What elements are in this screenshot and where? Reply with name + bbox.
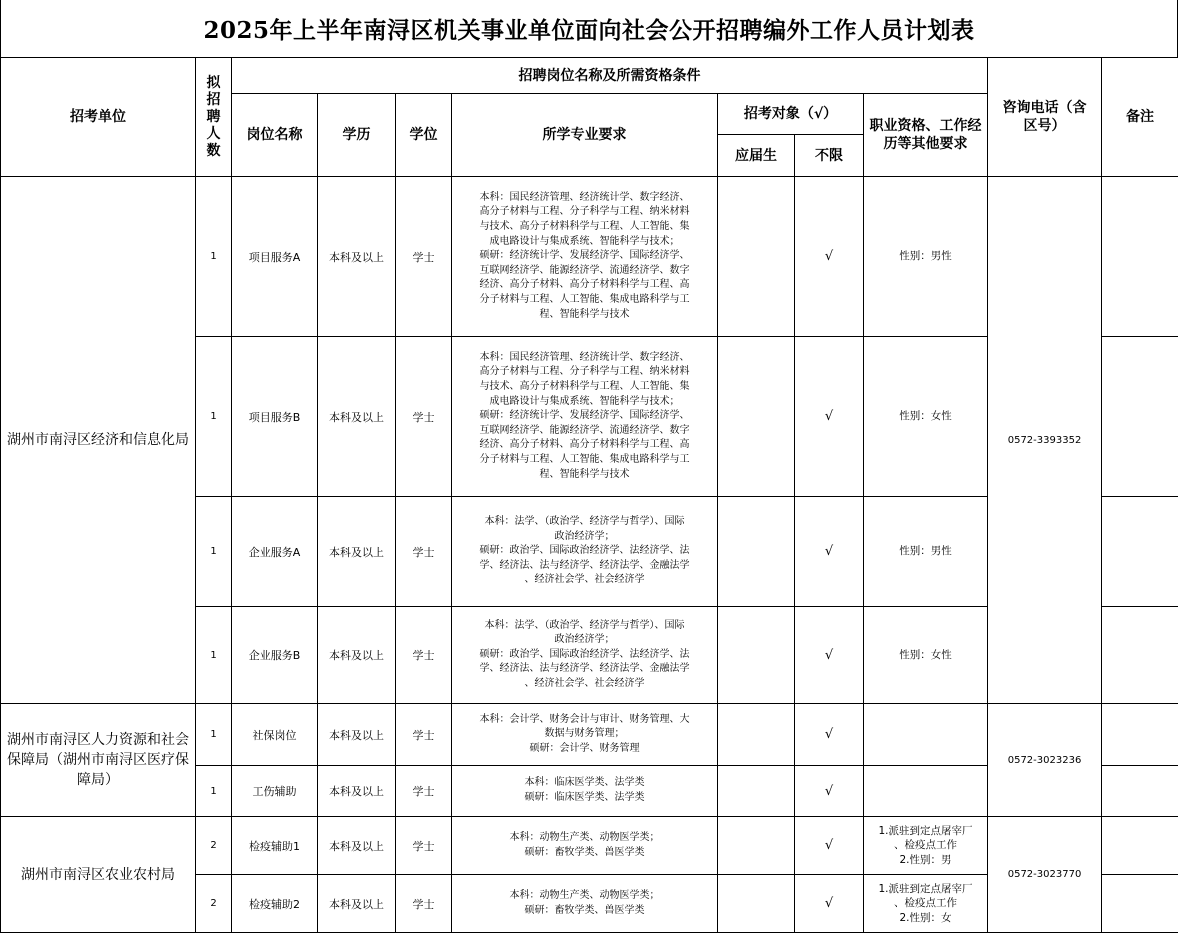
major-requirements <box>452 875 718 933</box>
education: 本科及以上 <box>318 766 396 817</box>
other-requirements <box>864 875 988 933</box>
remark <box>1102 177 1178 337</box>
unit-name: 湖州市南浔区人力资源和社会保障局（湖州市南浔区医疗保障局） <box>1 704 196 817</box>
graduate-check <box>718 704 795 766</box>
graduate-check <box>718 607 795 704</box>
unlimited-check: √ <box>795 607 864 704</box>
other-requirements: 性别：男性 <box>864 497 988 607</box>
remark <box>1102 607 1178 704</box>
header-graduate: 应届生 <box>718 135 795 177</box>
degree: 学士 <box>396 875 452 933</box>
degree: 学士 <box>396 704 452 766</box>
header-target: 招考对象（√） <box>718 94 864 135</box>
position-name: 企业服务A <box>232 497 318 607</box>
position-name: 工伤辅助 <box>232 766 318 817</box>
header-position-name: 岗位名称 <box>232 94 318 177</box>
major-requirements-line: 成电路设计与集成系统、智能科学与技术； <box>489 395 680 407</box>
table-row <box>1 177 1178 337</box>
hiring-count: 2 <box>196 875 232 933</box>
unlimited-check: √ <box>795 875 864 933</box>
contact-phone: 0572-3023770 <box>988 817 1102 933</box>
header-education: 学历 <box>318 94 396 177</box>
unit-name: 湖州市南浔区农业农村局 <box>1 817 196 933</box>
contact-phone: 0572-3023236 <box>988 704 1102 817</box>
other-requirements <box>864 817 988 875</box>
recruitment-plan-table <box>0 57 1178 933</box>
graduate-check <box>718 766 795 817</box>
header-other-requirements: 职业资格、工作经历等其他要求 <box>864 94 988 177</box>
unlimited-check: √ <box>795 337 864 497</box>
major-requirements <box>452 766 718 817</box>
other-requirements-line: 2.性别：男 <box>899 853 952 866</box>
remark <box>1102 817 1178 875</box>
table-row <box>1 704 1178 766</box>
header-unlimited: 不限 <box>795 135 864 177</box>
other-requirements: 性别：男性 <box>864 177 988 337</box>
hiring-count: 1 <box>196 766 232 817</box>
major-requirements-line: 本科：法学、（政治学、经济学与哲学）、国际 <box>484 619 685 631</box>
major-requirements <box>452 607 718 704</box>
major-requirements-line: 硕研：政治学、国际政治经济学、法经济学、法 <box>479 545 690 557</box>
major-requirements-line: 高分子材料与工程、分子科学与工程、纳米材料 <box>479 366 690 378</box>
remark <box>1102 497 1178 607</box>
graduate-check <box>718 497 795 607</box>
education: 本科及以上 <box>318 497 396 607</box>
other-requirements-line: 1.派驻到定点屠宰厂 <box>878 824 973 837</box>
position-name: 检疫辅助1 <box>232 817 318 875</box>
table-row <box>1 817 1178 875</box>
major-requirements-line: 硕研：会计学、财务管理 <box>529 742 640 754</box>
major-requirements <box>452 497 718 607</box>
education: 本科及以上 <box>318 177 396 337</box>
other-requirements-line: 1.派驻到定点屠宰厂 <box>878 882 973 895</box>
remark <box>1102 766 1178 817</box>
other-requirements <box>864 766 988 817</box>
other-requirements: 性别：女性 <box>864 337 988 497</box>
major-requirements-line: 本科：动物生产类、动物医学类； <box>509 889 660 901</box>
header-major: 所学专业要求 <box>452 94 718 177</box>
major-requirements-line: 硕研：政治学、国际政治经济学、法经济学、法 <box>479 648 690 660</box>
major-requirements-line: 与技术、高分子材料科学与工程、人工智能、集 <box>479 381 690 393</box>
contact-phone: 0572-3393352 <box>988 177 1102 704</box>
major-requirements <box>452 177 718 337</box>
degree: 学士 <box>396 607 452 704</box>
major-requirements-line: 本科：法学、（政治学、经济学与哲学）、国际 <box>484 516 685 528</box>
other-requirements-line: 、检疫点工作 <box>894 897 957 910</box>
hiring-count: 1 <box>196 497 232 607</box>
header-position-group: 招聘岗位名称及所需资格条件 <box>232 58 988 94</box>
education: 本科及以上 <box>318 607 396 704</box>
degree: 学士 <box>396 337 452 497</box>
position-name: 项目服务A <box>232 177 318 337</box>
major-requirements-line: 数据与财务管理； <box>544 728 625 740</box>
other-requirements <box>864 704 988 766</box>
major-requirements-line: 本科：国民经济管理、经济统计学、数字经济、 <box>479 191 690 203</box>
degree: 学士 <box>396 817 452 875</box>
major-requirements-line: 成电路设计与集成系统、智能科学与技术； <box>489 235 680 247</box>
header-count: 拟招聘人数 <box>196 58 232 177</box>
education: 本科及以上 <box>318 875 396 933</box>
major-requirements-line: 硕研：经济统计学、发展经济学、国际经济学、 <box>479 410 690 422</box>
major-requirements-line: 、经济社会学、社会经济学 <box>524 677 645 689</box>
degree: 学士 <box>396 497 452 607</box>
major-requirements-line: 本科：动物生产类、动物医学类； <box>509 831 660 843</box>
unlimited-check: √ <box>795 497 864 607</box>
remark <box>1102 337 1178 497</box>
major-requirements-line: 程、智能科学与技术 <box>539 468 630 480</box>
degree: 学士 <box>396 766 452 817</box>
hiring-count: 1 <box>196 704 232 766</box>
position-name: 检疫辅助2 <box>232 875 318 933</box>
education: 本科及以上 <box>318 817 396 875</box>
major-requirements-line: 经济、高分子材料、高分子材料科学与工程、高 <box>479 279 690 291</box>
graduate-check <box>718 875 795 933</box>
header-unit: 招考单位 <box>1 58 196 177</box>
major-requirements <box>452 704 718 766</box>
header-remarks: 备注 <box>1102 58 1178 177</box>
major-requirements-line: 经济、高分子材料、高分子材料科学与工程、高 <box>479 439 690 451</box>
degree: 学士 <box>396 177 452 337</box>
major-requirements-line: 硕研：临床医学类、法学类 <box>524 792 645 803</box>
major-requirements-line: 与技术、高分子材料科学与工程、人工智能、集 <box>479 221 690 233</box>
major-requirements-line: 硕研：经济统计学、发展经济学、国际经济学、 <box>479 250 690 262</box>
other-requirements-line: 、检疫点工作 <box>894 839 957 852</box>
major-requirements-line: 互联网经济学、能源经济学、流通经济学、数字 <box>479 424 690 436</box>
remark <box>1102 875 1178 933</box>
major-requirements <box>452 337 718 497</box>
other-requirements-line: 2.性别：女 <box>899 911 952 924</box>
unlimited-check: √ <box>795 704 864 766</box>
major-requirements <box>452 817 718 875</box>
unlimited-check: √ <box>795 766 864 817</box>
major-requirements-line: 互联网经济学、能源经济学、流通经济学、数字 <box>479 264 690 276</box>
unlimited-check: √ <box>795 177 864 337</box>
page-title: 2025年上半年南浔区机关事业单位面向社会公开招聘编外工作人员计划表 <box>0 0 1178 57</box>
position-name: 社保岗位 <box>232 704 318 766</box>
graduate-check <box>718 337 795 497</box>
major-requirements-line: 本科：临床医学类、法学类 <box>524 777 645 789</box>
position-name: 企业服务B <box>232 607 318 704</box>
unlimited-check: √ <box>795 817 864 875</box>
remark <box>1102 704 1178 766</box>
major-requirements-line: 政治经济学； <box>554 530 615 542</box>
header-phone: 咨询电话（含区号） <box>988 58 1102 177</box>
hiring-count: 1 <box>196 177 232 337</box>
table-body <box>1 177 1178 933</box>
education: 本科及以上 <box>318 337 396 497</box>
position-name: 项目服务B <box>232 337 318 497</box>
major-requirements-line: 分子材料与工程、人工智能、集成电路科学与工 <box>479 293 690 305</box>
major-requirements-line: 硕研：畜牧学类、兽医学类 <box>524 846 645 858</box>
graduate-check <box>718 177 795 337</box>
graduate-check <box>718 817 795 875</box>
header-degree: 学位 <box>396 94 452 177</box>
major-requirements-line: 硕研：畜牧学类、兽医学类 <box>524 904 645 916</box>
major-requirements-line: 高分子材料与工程、分子科学与工程、纳米材料 <box>479 206 690 218</box>
hiring-count: 2 <box>196 817 232 875</box>
major-requirements-line: 、经济社会学、社会经济学 <box>524 574 645 586</box>
major-requirements-line: 本科：国民经济管理、经济统计学、数字经济、 <box>479 351 690 363</box>
education: 本科及以上 <box>318 704 396 766</box>
unit-name: 湖州市南浔区经济和信息化局 <box>1 177 196 704</box>
major-requirements-line: 程、智能科学与技术 <box>539 308 630 320</box>
hiring-count: 1 <box>196 337 232 497</box>
major-requirements-line: 学、经济法、法与经济学、经济法学、金融法学 <box>479 663 690 675</box>
major-requirements-line: 本科：会计学、财务会计与审计、财务管理、大 <box>479 713 690 725</box>
major-requirements-line: 分子材料与工程、人工智能、集成电路科学与工 <box>479 453 690 465</box>
major-requirements-line: 学、经济法、法与经济学、经济法学、金融法学 <box>479 559 690 571</box>
hiring-count: 1 <box>196 607 232 704</box>
major-requirements-line: 政治经济学； <box>554 634 615 646</box>
other-requirements: 性别：女性 <box>864 607 988 704</box>
